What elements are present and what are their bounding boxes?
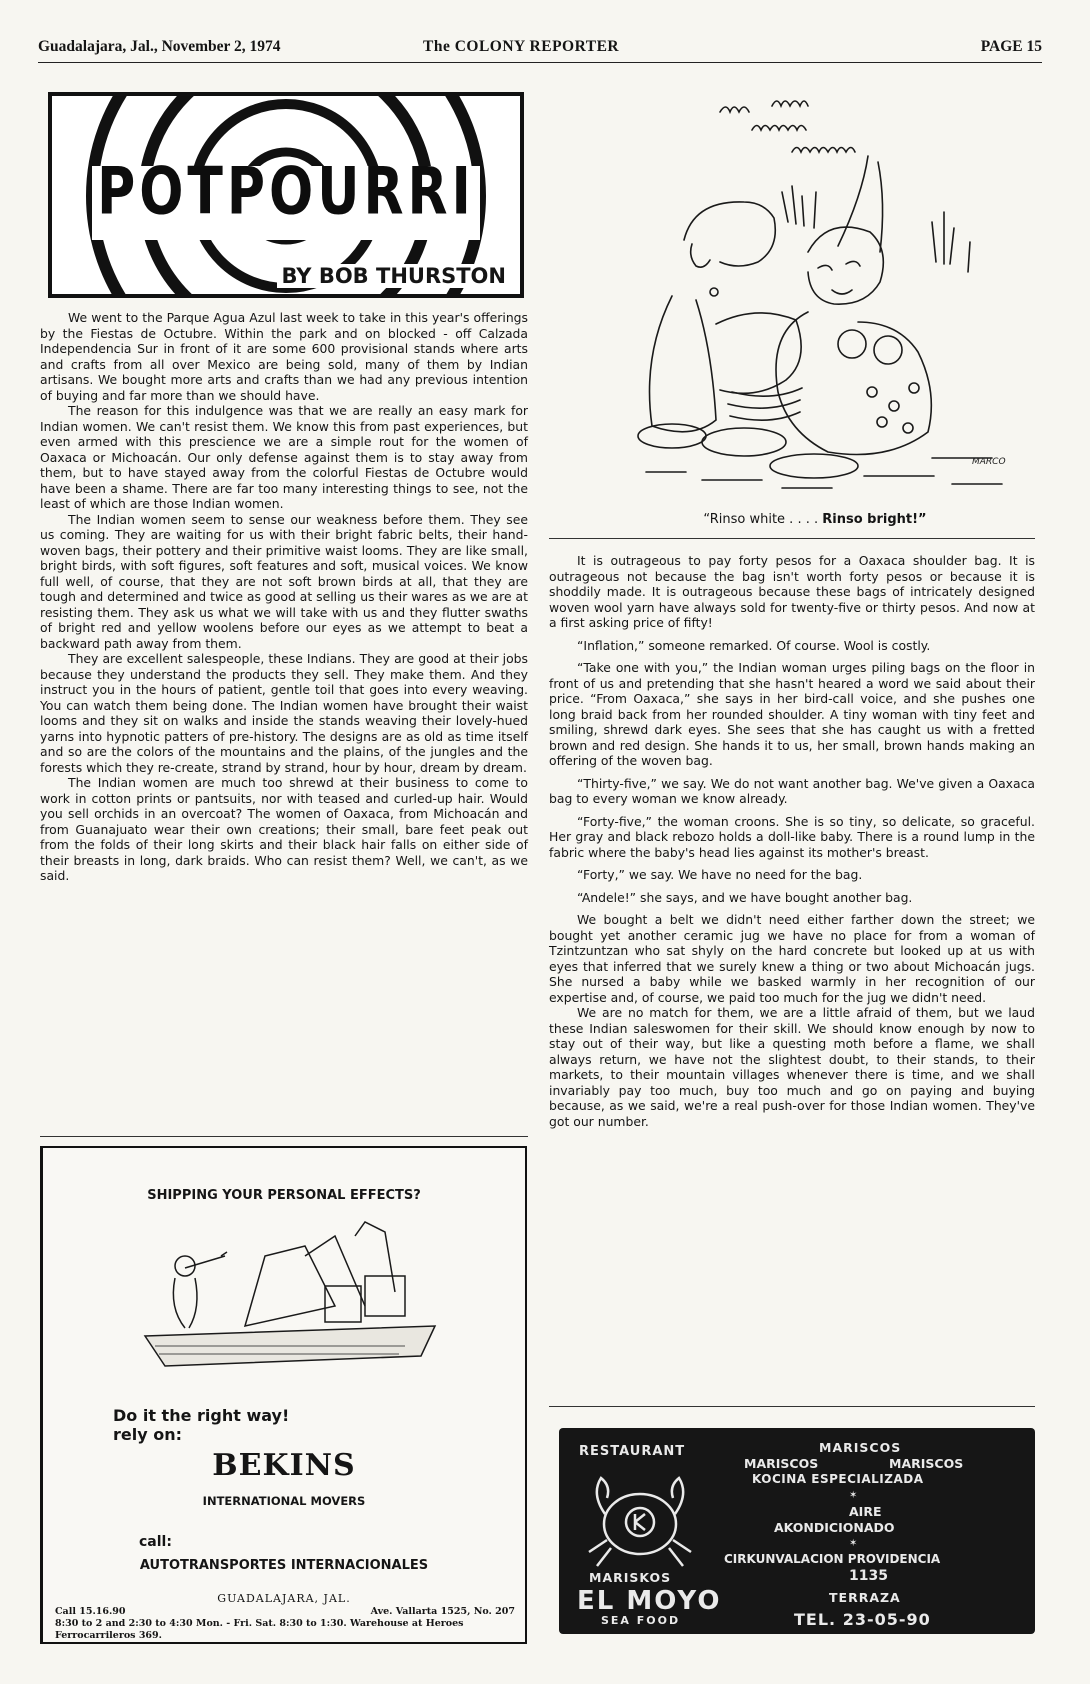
ad-hours: 8:30 to 2 and 2:30 to 4:30 Mon. - Fri. Sat. 8:30 to 1:30. Warehouse at Heroes Ferrocarrileros 369. [55, 1618, 464, 1641]
ad-headline: SHIPPING YOUR PERSONAL EFFECTS? [147, 1188, 421, 1203]
cartoon-illustration [632, 92, 1032, 508]
ad-seafood: SEA FOOD [601, 1614, 681, 1627]
bekins-advertisement [40, 1146, 527, 1644]
ad-phone: Call 15.16.90 [55, 1606, 126, 1617]
paragraph: The Indian women seem to sense our weakness before them. They see us coming. They are waiting for us with their bright fabric belts, their hand-woven bags, their pottery and their primitive waist looms. They are like small, bright birds, with soft figures, soft features and soft, musical voices. We know full well, of course, that they are not soft brown birds at all, that they are tough and determined and twice as good at selling us their wares as we are at resisting them. They ask us what we will take with us and they flutter swaths of bright red and yellow woolens before our eyes as we attempt to beat a backward path away from them. [40, 511, 528, 651]
column-byline: BY BOB THURSTON [277, 264, 510, 288]
paragraph: “Forty-five,” the woman croons. She is so tiny, so delicate, so graceful. Her gray and black rebozo holds a doll-like baby. There is a round lump in the fabric where the baby's head lies against its mother's breast. [549, 813, 1035, 860]
ad-mariscos: MARISCOS [889, 1456, 964, 1471]
crab-logo [581, 1464, 699, 1574]
article-right-column [549, 553, 1035, 1136]
ad-subtitle: INTERNATIONAL MOVERS [202, 1494, 366, 1508]
column-title: POTPOURRI [97, 154, 475, 230]
el-moyo-advertisement [559, 1428, 1035, 1634]
ad-terrace: TERRAZA [829, 1590, 901, 1605]
ad-street-number: 1135 [849, 1568, 888, 1584]
divider [549, 538, 1035, 539]
paragraph: “Take one with you,” the Indian woman urges piling bags on the floor in front of us and pretending that she hasn't heared a word we said about their price. “From Oaxaca,” she says in her bird-call voice, and she pushes one long braid back from her rounded shoulder. A tiny woman with tiny feet and smiling, shrewd dark eyes. She sees that she has caught us with a fretted brown and red design. She hands it to us, her small, brown hands making an offering of the woven bag. [549, 660, 1035, 768]
cartoon-signature: MARCO [972, 457, 1006, 467]
ad-company: AUTOTRANSPORTES INTERNACIONALES [139, 1558, 429, 1573]
ad-telephone: TEL. 23-05-90 [794, 1610, 931, 1629]
paragraph: “Thirty-five,” we say. We do not want another bag. We've given a Oaxaca bag to every woman we know already. [549, 775, 1035, 806]
caption-text: “Rinso white . . . . [703, 512, 823, 527]
divider [40, 1136, 528, 1137]
paragraph: The Indian women are much too shrewd at their business to come to work in cotton prints or pantsuits, nor with teased and curled-up hair. Would you sell orchids in an overcoat? The women of Oaxaca, from Michoacán and from Guanajuato wear their own creations; their small, bare feet peak out from the folds of their long skirts and their black hair falls on either side of their breasts in long, dark braids. Who can resist them? Well, we can't, as we said. [40, 775, 528, 883]
ad-tagline [113, 1406, 289, 1444]
ad-mariscos: MARISCOS [819, 1440, 902, 1455]
star-icon: ✶ [849, 1490, 858, 1501]
paragraph: The reason for this indulgence was that we are really an easy mark for Indian women. We can't resist them. We know this from past experiences, but even armed with this prescience we are a simple rout for the women of Oaxaca or Michoacán. Our only defense against them is to stay away from them, but to have stayed away from the colorful Fiestas de Octubre would have been a shame. There are far too many interesting things to see, not the least of which are those Indian women. [40, 403, 528, 511]
ad-specialty: KOCINA ESPECIALIZADA [752, 1472, 924, 1486]
paragraph: “Inflation,” someone remarked. Of course. Wool is costly. [577, 637, 931, 653]
ad-contact [55, 1606, 515, 1642]
tagline-line-2: rely on: [113, 1425, 183, 1444]
paragraph: “Andele!” she says, and we have bought another bag. [577, 889, 913, 905]
ship-illustration [125, 1216, 455, 1378]
divider [549, 1406, 1035, 1407]
ad-air-conditioned: AKONDICIONADO [774, 1520, 895, 1535]
header-date: Guadalajara, Jal., November 2, 1974 [38, 38, 281, 55]
article-left-column [40, 310, 528, 884]
paragraph: They are excellent salespeople, these Indians. They are good at their jobs because they understand the products they sell. They make them. And they instruct you in the hours of patient, gentle toil that goes into every weaving. You can watch them being done. The Indian women have brought their waist looms and they sit on walks and inside the stands weaving their lovely-hued yarns into hypnotic patters of pre-history. The designs are as old as time itself and so are the colors of the mountains and the plains, of the jungles and the forests which they re-create, strand by strand, hour by hour, dream by dream. [40, 651, 528, 775]
bekins-logo: BEKINS [212, 1448, 356, 1483]
paragraph: We are no match for them, we are a little afraid of them, but we laud these Indian saleswomen for their skill. We should know enough by now to stay out of their way, but like a questing moth before a flame, we shall always return, we have not the slightest doubt, to their stands, to their markets, to their mountain villages whenever there is time, and we shall invariably pay too much, buy too much and go on paying and buying because, as we said, we're a real push-over for those Indian women. They've got our number. [549, 1005, 1035, 1129]
ad-mariscos: MARISCOS [744, 1456, 819, 1471]
page-header [38, 32, 1042, 63]
ad-logo-mariscos: MARISKOS [589, 1570, 672, 1585]
ad-street: CIRKUNVALACION PROVIDENCIA [724, 1552, 941, 1566]
tagline-line-1: Do it the right way! [113, 1406, 290, 1425]
ad-city: GUADALAJARA, JAL. [217, 1592, 351, 1605]
ad-air: AIRE [849, 1504, 882, 1519]
paragraph: It is outrageous to pay forty pesos for a Oaxaca shoulder bag. It is outrageous not because the bag isn't worth forty pesos or because it is shoddily made. It is outrageous because these bags of intricately designed woven wool yarn have always sold for twenty-five or thirty pesos. And now at a first asking price of fifty! [549, 553, 1035, 630]
paragraph: We bought a belt we didn't need either farther down the street; we bought yet another ceramic jug we have no place for from a woman of Tzintzuntzan who sat shyly on the hard concrete but looked up at us with eyes that inferred that we surely knew a thing or two about Michoacán jugs. She nursed a baby while we basked warmly in her recognition of our expertise and, of course, we paid too much for the jug we didn't need. [549, 912, 1035, 1005]
cartoon-caption [600, 512, 1030, 527]
column-title-box [48, 92, 524, 298]
ad-address: Ave. Vallarta 1525, No. 207 [370, 1606, 515, 1617]
header-paper-name: The COLONY REPORTER [423, 38, 620, 55]
ad-restaurant-label: RESTAURANT [579, 1444, 686, 1459]
ad-restaurant-name: EL MOYO [577, 1586, 722, 1616]
paragraph: We went to the Parque Agua Azul last week to take in this year's offerings by the Fiestas de Octubre. Within the park and on blocked - off Calzada Independencia Sur in front of it are some 600 provisional stands where arts and crafts from all over Mexico are being sold, many of them by Indian artisans. We bought more arts and crafts than we had any previous intention of buying and far more than we should have. [40, 310, 528, 403]
star-icon: ✶ [849, 1538, 858, 1549]
ad-call-label: call: [139, 1534, 172, 1550]
header-page-number: PAGE 15 [980, 38, 1042, 55]
caption-bold: Rinso bright!” [822, 512, 927, 527]
paragraph: “Forty,” we say. We have no need for the bag. [577, 867, 863, 882]
